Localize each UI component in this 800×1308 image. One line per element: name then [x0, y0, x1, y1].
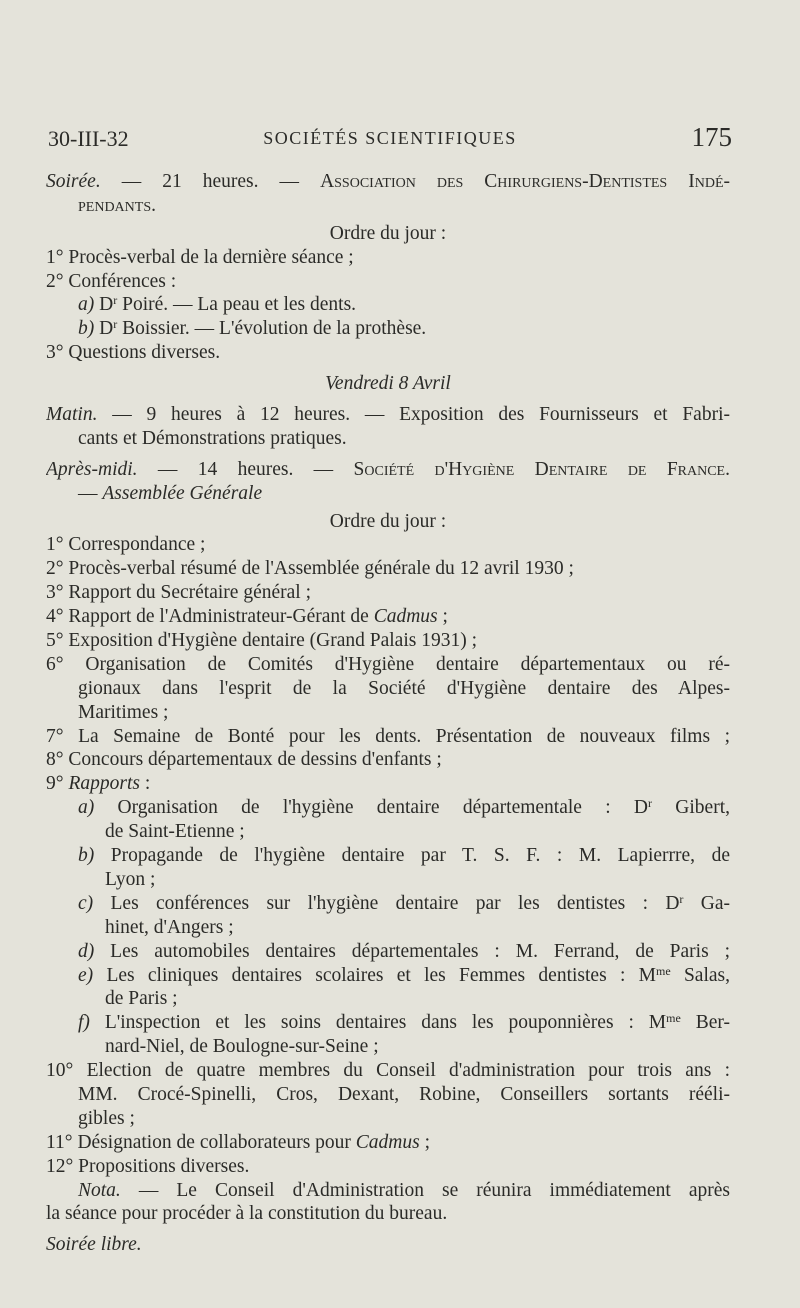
report-item	[46, 844, 730, 868]
agenda-item: 8° Concours départementaux de dessins d'enfants ;	[46, 749, 442, 771]
agenda-item: 1° Correspondance ;	[46, 534, 206, 556]
subitem-mark: e)	[78, 964, 94, 986]
nota-line-2: la séance pour procéder à la constitution du bureau.	[46, 1203, 448, 1225]
subitem-mark: c)	[78, 892, 94, 914]
subitem-mark: b)	[78, 845, 95, 867]
organization-name: Société d'Hygiène Dentaire de France.	[353, 458, 730, 480]
subitem-text: Boissier. — L'évolution de la prothèse.	[117, 318, 427, 340]
report-item-continuation: Lyon ;	[105, 868, 156, 890]
item-text: 4° Rapport de l'Administrateur-Gérant de	[46, 606, 374, 628]
session-text: — 9 heures à 12 heures. — Exposition des Fournisseurs et Fabri-	[97, 404, 730, 426]
agenda-item: 2° Conférences :	[46, 270, 177, 292]
session-label: Soirée.	[46, 171, 101, 192]
agenda-subitem	[46, 293, 730, 317]
agenda-heading: Ordre du jour :	[329, 510, 447, 532]
agenda-item-continuation: MM. Crocé-Spinelli, Cros, Dexant, Robine, Conseillers sortants rééli-	[78, 1083, 730, 1105]
title-abbr: D	[99, 318, 114, 340]
session-label: Après-midi.	[46, 458, 138, 480]
journal-title: Cadmus	[355, 1131, 420, 1153]
superscript: r	[679, 891, 684, 906]
nota-label: Nota.	[78, 1179, 121, 1201]
agenda-item: 3° Rapport du Secrétaire général ;	[46, 582, 311, 604]
subitem-text: Gibert,	[652, 797, 730, 819]
report-item	[46, 796, 730, 820]
header-section-title: SOCIÉTÉS SCIENTIFIQUES	[263, 128, 517, 148]
item-text: 11° Désignation de collaborateurs pour	[46, 1131, 356, 1153]
agenda-item: 3° Questions diverses.	[46, 342, 221, 364]
report-item-continuation: de Paris ;	[105, 988, 178, 1010]
report-item	[46, 892, 730, 916]
agenda-item: 6° Organisation de Comités d'Hygiène dentaire départementaux ou ré-	[46, 653, 730, 675]
agenda-subitem	[46, 317, 730, 341]
running-header	[48, 122, 732, 158]
agenda-item: 7° La Semaine de Bonté pour les dents. Présentation de nouveaux films ;	[46, 725, 730, 747]
agenda-item-continuation: Maritimes ;	[78, 701, 169, 723]
agenda-item: 1° Procès-verbal de la dernière séance ;	[46, 246, 354, 268]
superscript: r	[648, 796, 653, 811]
item-text: :	[139, 773, 151, 795]
page-number: 175	[691, 122, 732, 152]
agenda-heading: Ordre du jour :	[329, 222, 447, 244]
session-label: Matin.	[46, 404, 98, 426]
nota-text: — Le Conseil d'Administration se réunira immédiatement après	[120, 1179, 730, 1201]
item-label: Rapports	[68, 773, 140, 795]
report-item	[46, 1011, 730, 1035]
superscript: r	[113, 317, 118, 332]
organization-name: Association des Chirurgiens-Dentistes Indé-	[320, 171, 730, 192]
superscript: me	[666, 1011, 681, 1026]
report-item	[46, 940, 730, 964]
matin-line-1	[46, 403, 730, 427]
apres-midi-line-2	[46, 482, 730, 506]
item-text: ;	[419, 1131, 431, 1153]
agenda-item-continuation: gibles ;	[78, 1107, 135, 1129]
subitem-mark: b)	[78, 318, 95, 340]
dash: —	[78, 482, 103, 504]
subitem-text: L'inspection et les soins dentaires dans les pouponnières : M	[89, 1012, 667, 1034]
agenda-item: 5° Exposition d'Hygiène dentaire (Grand Palais 1931) ;	[46, 630, 478, 652]
soiree-libre: Soirée libre.	[46, 1234, 142, 1256]
report-item-continuation: hinet, d'Angers ;	[105, 916, 234, 938]
report-item-continuation: nard-Niel, de Boulogne-sur-Seine ;	[105, 1036, 379, 1058]
subitem-text: Poiré. — La peau et les dents.	[117, 294, 357, 316]
agenda-item-continuation: gionaux dans l'esprit de la Société d'Hygiène dentaire des Alpes-	[78, 677, 730, 699]
agenda-item	[46, 1131, 730, 1155]
title-abbr: D	[99, 294, 114, 316]
subitem-mark: f)	[78, 1012, 90, 1034]
agenda-item: 2° Procès-verbal résumé de l'Assemblée générale du 12 avril 1930 ;	[46, 558, 574, 580]
subitem-text: Les conférences sur l'hygiène dentaire par les dentistes : D	[93, 892, 680, 914]
apres-midi-line-1	[46, 458, 730, 482]
agenda-item	[46, 605, 730, 629]
subitem-text: Ga-	[683, 892, 730, 914]
subitem-text: Les automobiles dentaires départementales : M. Ferrand, de Paris ;	[94, 940, 730, 962]
soiree-line-1	[46, 170, 730, 194]
session-time: — 14 heures. —	[137, 458, 354, 480]
journal-title: Cadmus	[373, 606, 438, 628]
page-body	[46, 170, 730, 1257]
subitem-text: Ber-	[680, 1012, 730, 1034]
superscript: me	[655, 963, 671, 978]
subitem-mark: a)	[78, 294, 95, 316]
subitem-mark: d)	[78, 940, 95, 962]
session-time: — 21 heures. —	[100, 171, 321, 192]
subitem-text: Propagande de l'hygiène dentaire par T. S. F. : M. Lapierrre, de	[94, 845, 730, 867]
agenda-item: 12° Propositions diverses.	[46, 1155, 250, 1177]
subitem-text: Salas,	[670, 964, 730, 986]
item-text: ;	[437, 606, 448, 628]
superscript: r	[113, 293, 118, 308]
item-number: 9°	[46, 773, 69, 795]
subitem-text: Organisation de l'hygiène dentaire départementale : D	[94, 797, 649, 819]
assembly-title: Assemblée Générale	[102, 482, 263, 504]
subitem-mark: a)	[78, 797, 95, 819]
agenda-item	[46, 772, 730, 796]
subitem-text: Les cliniques dentaires scolaires et les Femmes dentistes : M	[93, 964, 656, 986]
soiree-line-2: pendants.	[78, 194, 156, 216]
agenda-item: 10° Election de quatre membres du Conseil d'administration pour trois ans :	[46, 1060, 730, 1082]
report-item	[46, 964, 730, 988]
matin-line-2: cants et Démonstrations pratiques.	[78, 427, 347, 449]
day-heading: Vendredi 8 Avril	[325, 373, 451, 395]
nota-line-1	[46, 1179, 730, 1203]
report-item-continuation: de Saint-Etienne ;	[105, 821, 245, 843]
header-date: 30-III-32	[48, 126, 129, 151]
